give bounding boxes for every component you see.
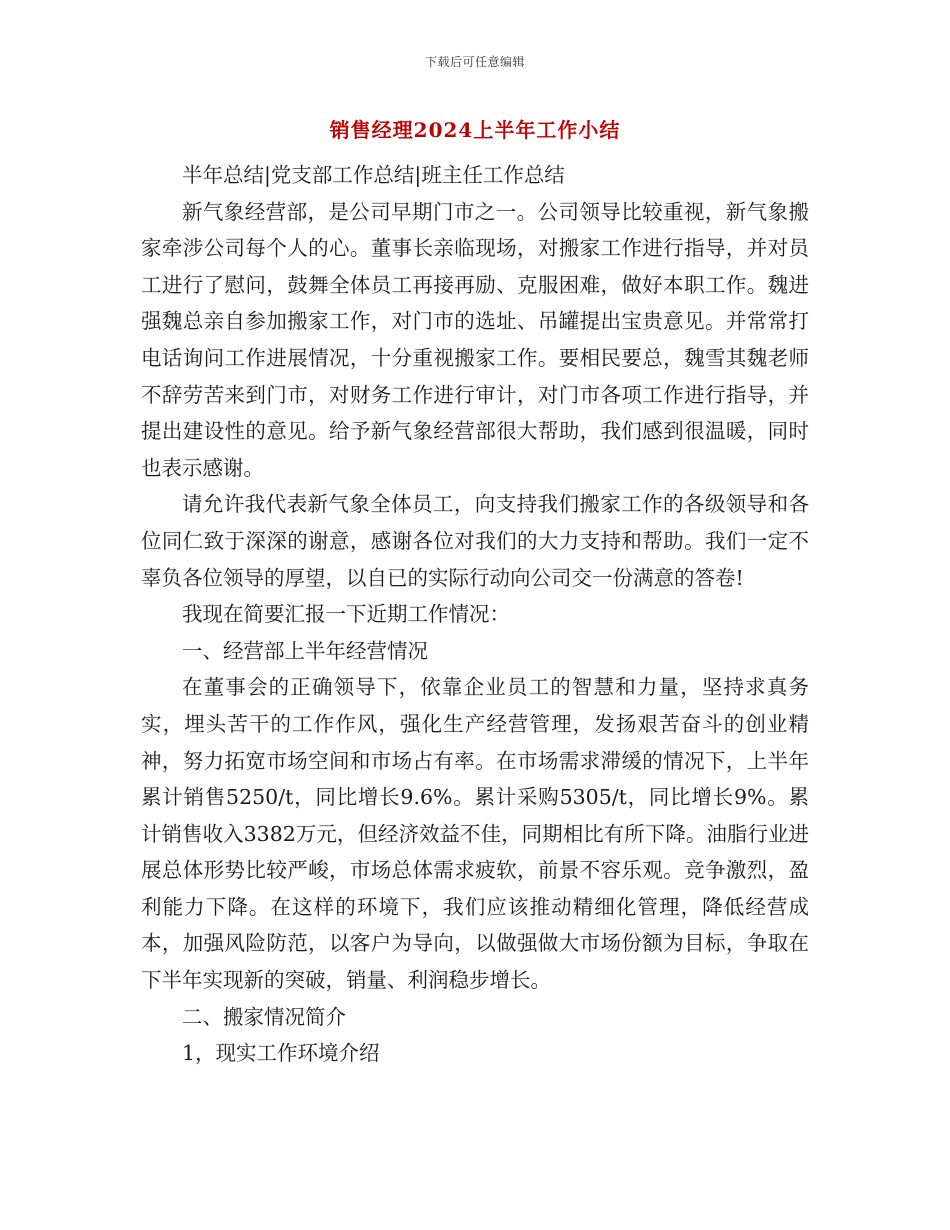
section-heading-1: 一、经营部上半年经营情况 <box>182 638 428 663</box>
paragraph-operations: 在董事会的正确领导下，依靠企业员工的智慧和力量，坚持求真务实，埋头苦干的工作作风，强化生产经营管理，发扬艰苦奋斗的创业精神，努力拓宽市场空间和市场占有率。在市场需求滞缓的情况下，上半年累计销售5250/t，同比增长9.6%。累计采购5305/t，同比增长9%。累计销售收入3382万元，但经济效益不佳，同期相比有所下降。油脂行业进展总体形势比较严峻，市场总体需求疲软，前景不容乐观。竞争激烈，盈利能力下降。在这样的环境下，我们应该推动精细化管理，降低经营成本，加强风险防范，以客户为导向，以做强做大市场份额为目标，争取在下半年实现新的突破，销量、利润稳步增长。 <box>141 675 809 993</box>
document-title: 销售经理2024上半年工作小结 <box>329 118 621 142</box>
document-body <box>141 157 809 1072</box>
paragraph-thanks: 请允许我代表新气象全体员工，向支持我们搬家工作的各级领导和各位同仁致于深深的谢意，感谢各位对我们的大力支持和帮助。我们一定不辜负各位领导的厚望，以自已的实际行动向公司交一份满意的答卷! <box>141 492 809 590</box>
header-note: 下载后可任意编辑 <box>424 55 525 69</box>
paragraph-intro: 新气象经营部，是公司早期门市之一。公司领导比较重视，新气象搬家牵涉公司每个人的心。董事长亲临现场，对搬家工作进行指导，并对员工进行了慰问，鼓舞全体员工再接再励、克服困难，做好本职工作。魏进强魏总亲自参加搬家工作，对门市的选址、吊罐提出宝贵意见。并常常打电话询问工作进展情况，十分重视搬家工作。要相民要总，魏雪其魏老师不辞劳苦来到门市，对财务工作进行审计，对门市各项工作进行指导，并提出建设性的意见。给予新气象经营部很大帮助，我们感到很温暖，同时也表示感谢。 <box>141 199 809 480</box>
subsection-heading-1: 1，现实工作环境介绍 <box>182 1041 380 1066</box>
section-heading-2: 二、搬家情况简介 <box>182 1004 346 1029</box>
paragraph-summary-tags: 半年总结|党支部工作总结|班主任工作总结 <box>182 163 565 187</box>
paragraph-report-lead: 我现在简要汇报一下近期工作情况： <box>182 602 510 627</box>
